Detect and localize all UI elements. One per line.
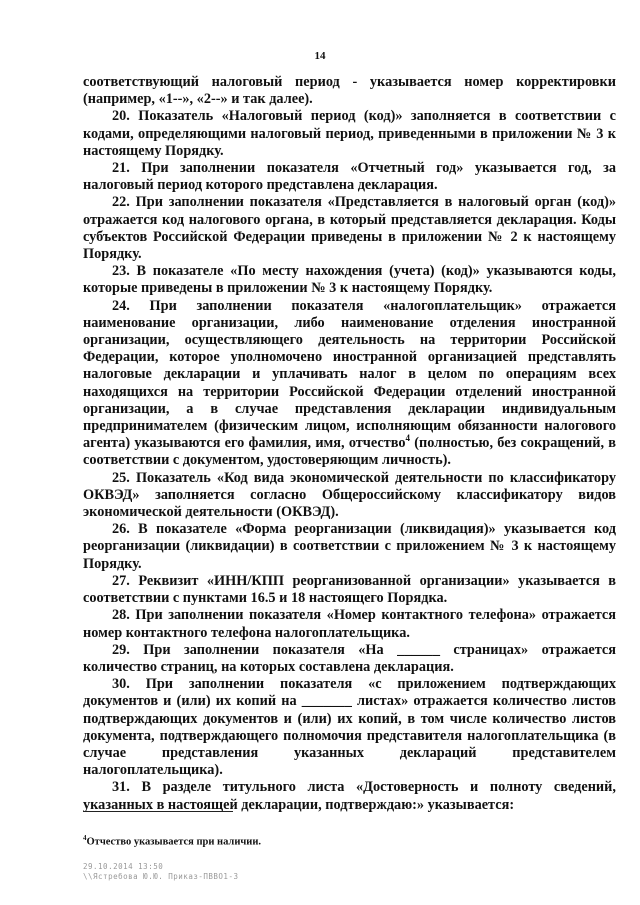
footnote-marker: 4 xyxy=(83,834,87,842)
paragraph-27: 27. Реквизит «ИНН/КПП реорганизованной организации» указывается в соответствии с пунктами 16.5 и 18 настоящего Порядка. xyxy=(83,572,616,607)
paragraph-24-text-after: (полностью, без сокращений, в соответствии с документом, удостоверяющим личность). xyxy=(83,435,616,469)
footnote-reference: 4 xyxy=(405,433,411,444)
paragraph-31: 31. В разделе титульного листа «Достоверность и полноту сведений, указанных в настоящей декларации, подтверждаю:» указывается: xyxy=(83,779,616,813)
paragraph-22: 22. При заполнении показателя «Представляется в налоговый орган (код)» отражается код налогового органа, в который представляется декларация. Коды субъектов Российской Федерации приведены в приложении № 2 к настоящему Порядку. xyxy=(83,194,616,263)
paragraph-26: 26. В показателе «Форма реорганизации (ликвидация)» указывается код реорганизации (ликвидации) в соответствии с приложением № 3 к настоящему Порядку. xyxy=(83,521,616,572)
paragraph-21: 21. При заполнении показателя «Отчетный год» указывается год, за налоговый период которого представлена декларация. xyxy=(83,160,616,194)
paragraph-20: 20. Показатель «Налоговый период (код)» заполняется в соответствии с кодами, определяющими налоговый период, приведенными в приложении № 3 к настоящему Порядку. xyxy=(83,108,616,159)
paragraph-29: 29. При заполнении показателя «На ______ страницах» отражается количество страниц, на которых составлена декларация. xyxy=(83,641,616,675)
paragraph-24 xyxy=(83,298,616,470)
paragraph-30: 30. При заполнении показателя «с приложением подтверждающих документов и (или) их копий на _______ листах» отражается количество листов подтверждающих документов и (или) их копий, в том числе количество листов документа, подтверждающего полномочия представителя налогоплательщика (в случае представления указанных деклараций представителем налогоплательщика). xyxy=(83,676,616,779)
paragraph-23: 23. В показателе «По месту нахождения (учета) (код)» указываются коды, которые приведены в приложении № 3 к настоящему Порядку. xyxy=(83,263,616,297)
print-stamp xyxy=(83,862,238,882)
footnote xyxy=(83,832,616,849)
footnote-text: Отчество указывается при наличии. xyxy=(86,836,262,848)
paragraph-28: 28. При заполнении показателя «Номер контактного телефона» отражается номер контактного телефона налогоплательщика. xyxy=(83,607,616,641)
document-body xyxy=(83,74,616,814)
page-number: 14 xyxy=(314,50,326,62)
print-stamp-path: \\Ястребова Ю.Ю. Приказ-ПВВО1-3 xyxy=(83,872,239,881)
paragraph-25: 25. Показатель «Код вида экономической деятельности по классификатору ОКВЭД» заполняется согласно Общероссийскому классификатору видов экономической деятельности (ОКВЭД). xyxy=(83,469,616,521)
paragraph-continuation: соответствующий налоговый период - указывается номер корректировки (например, «1--», «2--» и так далее). xyxy=(83,74,616,108)
footnote-separator xyxy=(83,811,233,812)
print-stamp-date: 29.10.2014 13:50 xyxy=(83,862,164,871)
paragraph-24-text-before: 24. При заполнении показателя «налогоплательщик» отражается наименование организации, либо наименование отделения иностранной организации, осуществляющего деятельность на территории Российской Федерации, которое уполномочено иностранной организацией представлять налоговые декларации и уплачивать налог в целом по операциям всех находящихся на территории Российской Федерации отделений иностранной организации, а в случае представления декларации индивидуальным предпринимателем (физическим лицом, исполняющим обязанности налогового агента) указываются его фамилия, имя, отчество xyxy=(83,297,616,452)
